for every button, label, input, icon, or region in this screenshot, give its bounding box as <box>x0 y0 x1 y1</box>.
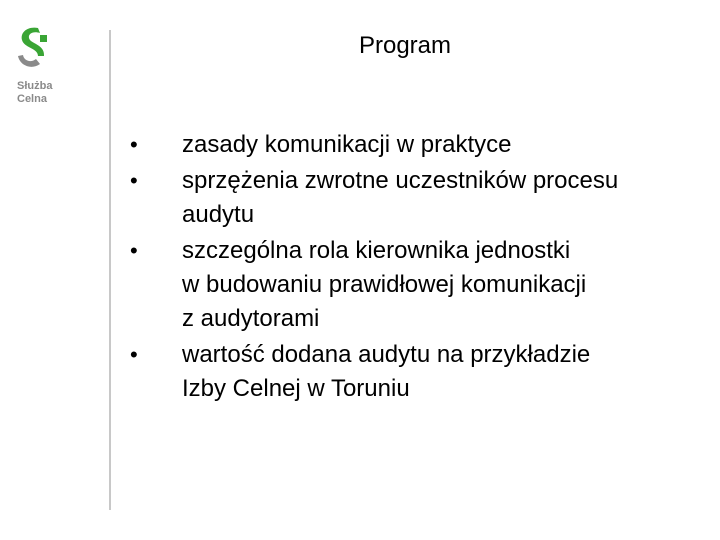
logo-text-line1: Służba <box>17 80 53 92</box>
bullet-icon: • <box>130 238 138 263</box>
logo <box>14 26 74 106</box>
list-item-text: z audytorami <box>182 305 320 332</box>
list-item-text: szczególna rola kierownika jednostki <box>182 237 571 264</box>
sluzba-celna-logo-icon <box>14 26 50 72</box>
list-item-text: audytu <box>182 201 255 228</box>
bullet-icon: • <box>130 168 138 193</box>
list-item-text: sprzężenia zwrotne uczestników procesu <box>182 167 619 194</box>
list-item <box>130 234 700 336</box>
bullet-icon: • <box>130 132 138 157</box>
list-item-text: w budowaniu prawidłowej komunikacji <box>182 271 587 298</box>
list-item-text: wartość dodana audytu na przykładzie <box>182 341 591 368</box>
list-item <box>130 338 700 406</box>
bullet-list <box>130 128 700 408</box>
list-item-text: Izby Celnej w Toruniu <box>182 375 410 402</box>
vertical-divider <box>109 30 111 510</box>
logo-text-line2: Celna <box>17 93 47 105</box>
list-item <box>130 128 700 162</box>
page-title: Program <box>358 32 452 59</box>
list-item <box>130 164 700 232</box>
bullet-icon: • <box>130 342 138 367</box>
logo-text <box>17 80 52 106</box>
list-item-text: zasady komunikacji w praktyce <box>182 131 512 158</box>
